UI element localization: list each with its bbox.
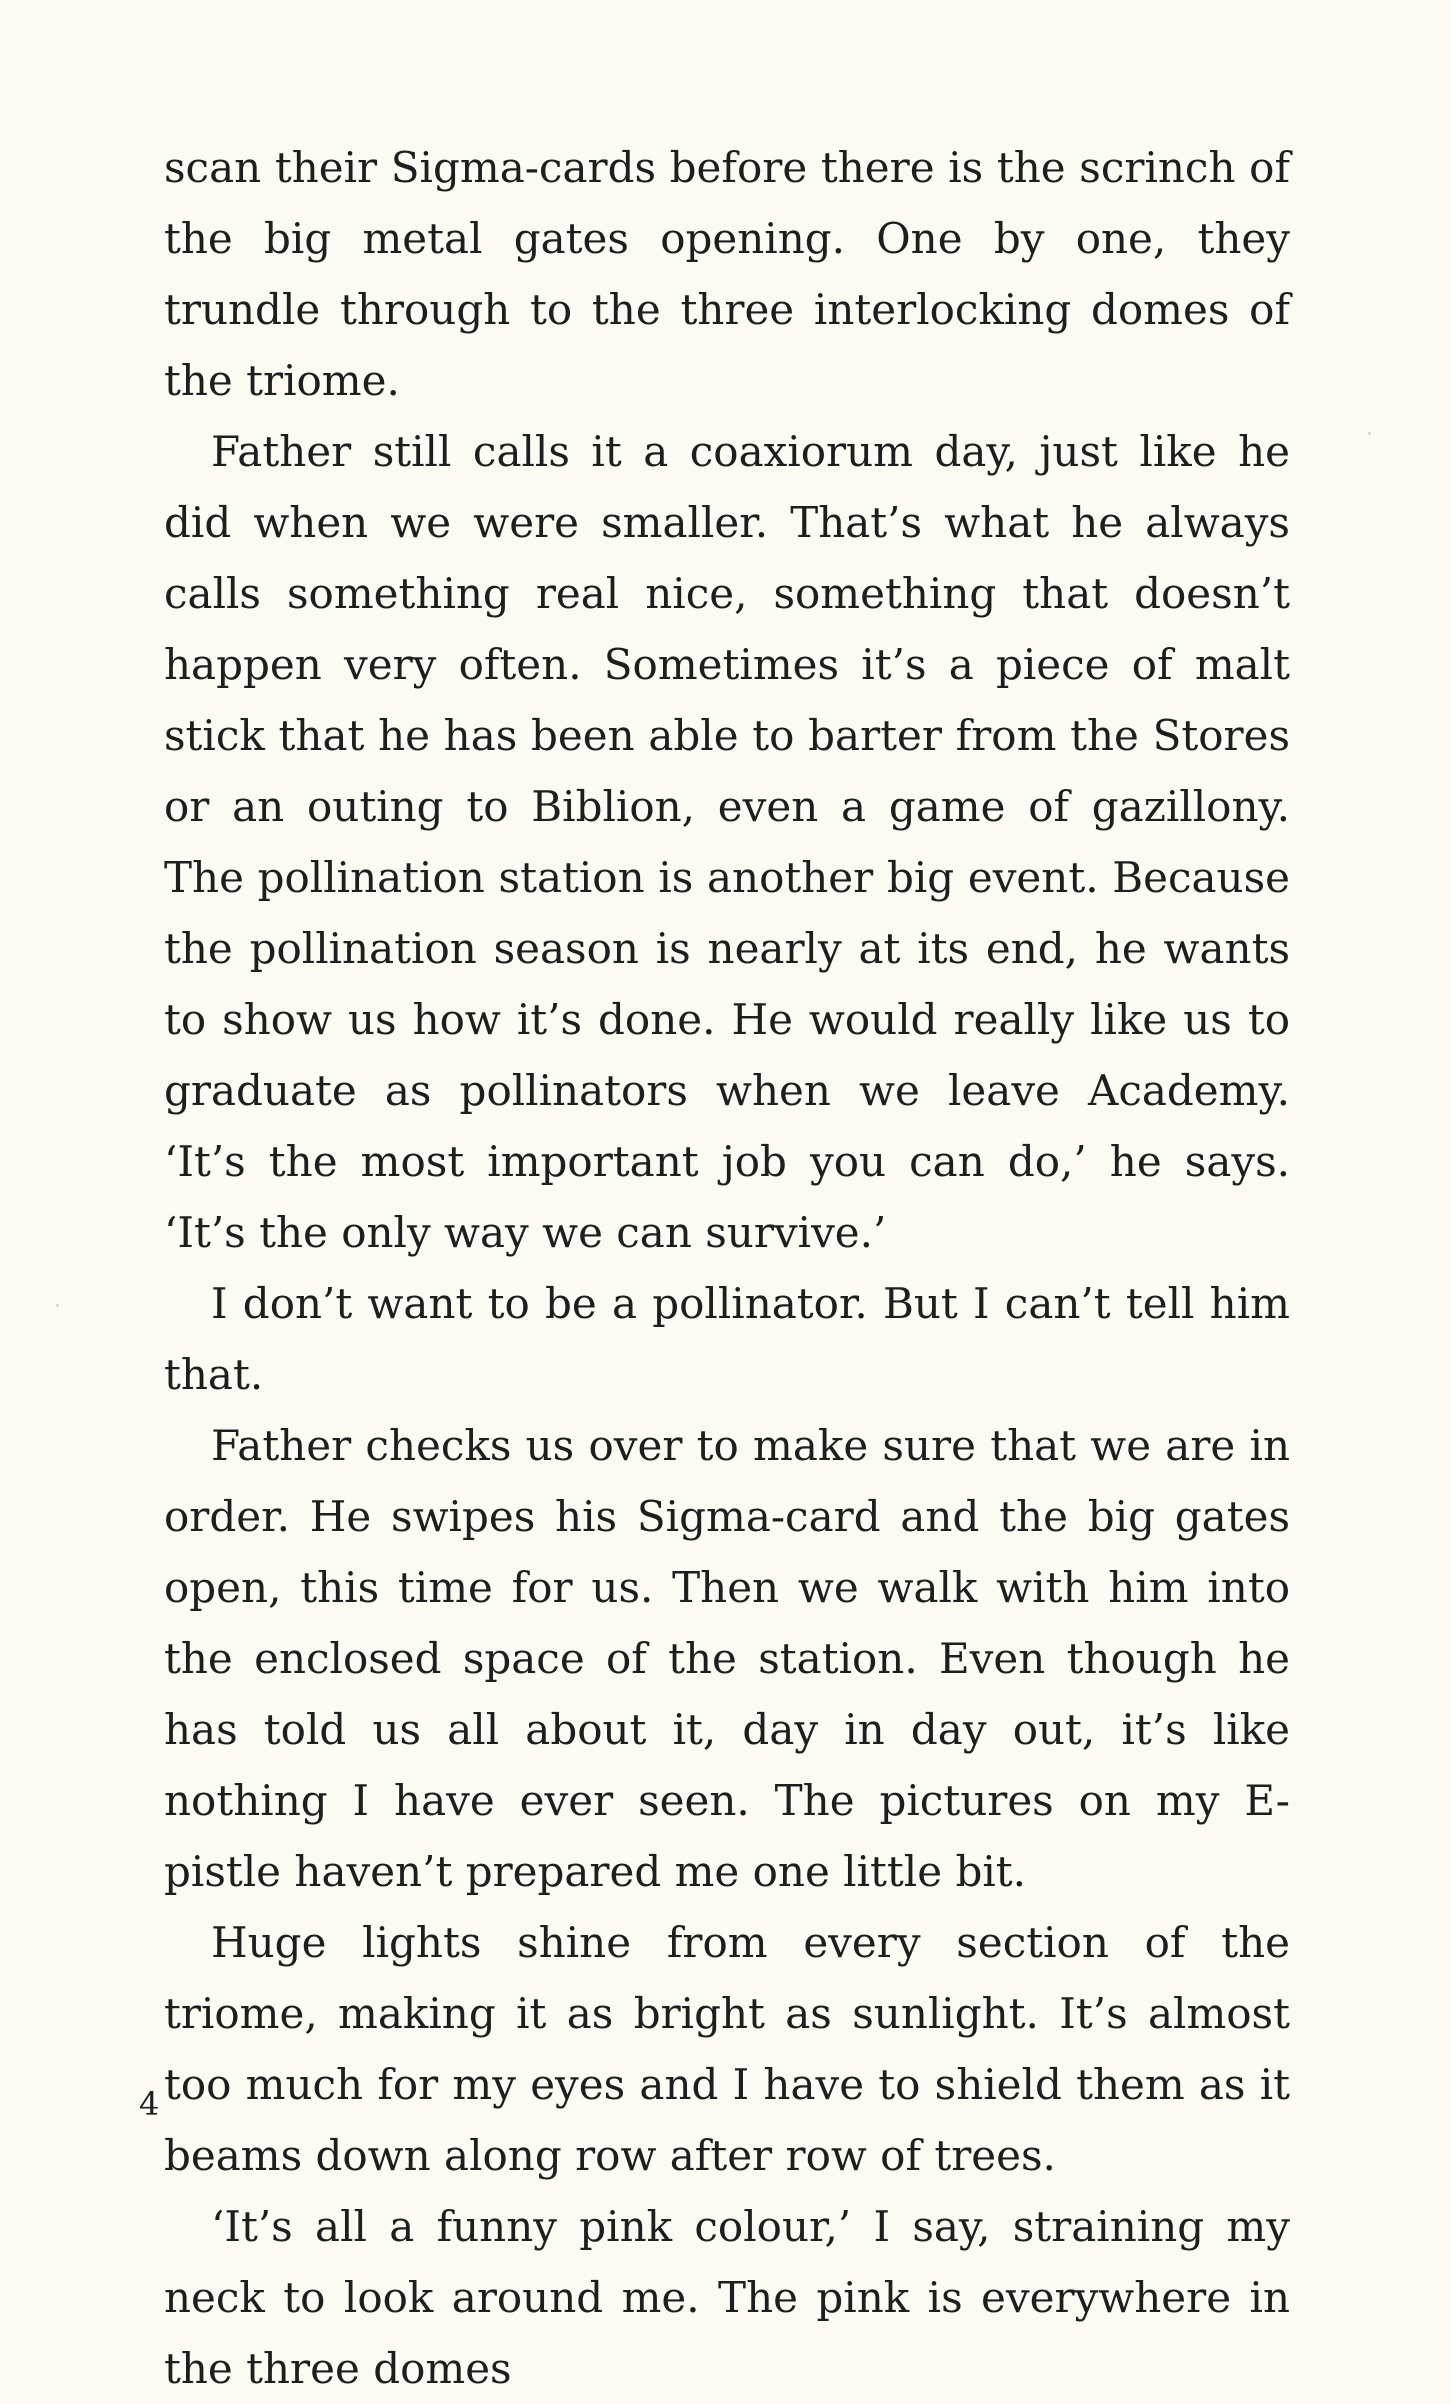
paragraph-3: I don’t want to be a pollinator. But I can’t tell him that. bbox=[164, 1279, 1290, 1399]
paragraph-6: ‘It’s all a funny pink colour,’ I say, straining my neck to look around me. The pink is everywhere in the three domes bbox=[164, 2202, 1290, 2393]
paragraph-5: Huge lights shine from every section of the triome, making it as bright as sunlight. It’s almost too much for my eyes and I have to shield them as it beams down along row after row of trees. bbox=[164, 1918, 1290, 2180]
paper-speck bbox=[56, 1304, 59, 1307]
paragraph-1: scan their Sigma-cards before there is the scrinch of the big metal gates opening. One by one, they trundle through to the three interlocking domes of the triome. bbox=[164, 143, 1290, 405]
page-number: 4 bbox=[139, 2085, 160, 2123]
paragraph-4: Father checks us over to make sure that we are in order. He swipes his Sigma-card and the big gates open, this time for us. Then we walk with him into the enclosed space of the station. Even though he has told us all about it, day in day out, it’s like nothing I have ever seen. The pictures on my E-pistle haven’t prepared me one little bit. bbox=[164, 1421, 1290, 1896]
body-text bbox=[164, 132, 1290, 2404]
paper-speck bbox=[1368, 432, 1371, 435]
paragraph-2: Father still calls it a coaxiorum day, just like he did when we were smaller. That’s what he always calls something real nice, something that doesn’t happen very often. Sometimes it’s a piece of malt stick that he has been able to barter from the Stores or an outing to Biblion, even a game of gazillony. The pollination station is another big event. Because the pollination season is nearly at its end, he wants to show us how it’s done. He would really like us to graduate as pollinators when we leave Academy. ‘It’s the most important job you can do,’ he says. ‘It’s the only way we can survive.’ bbox=[164, 427, 1290, 1257]
